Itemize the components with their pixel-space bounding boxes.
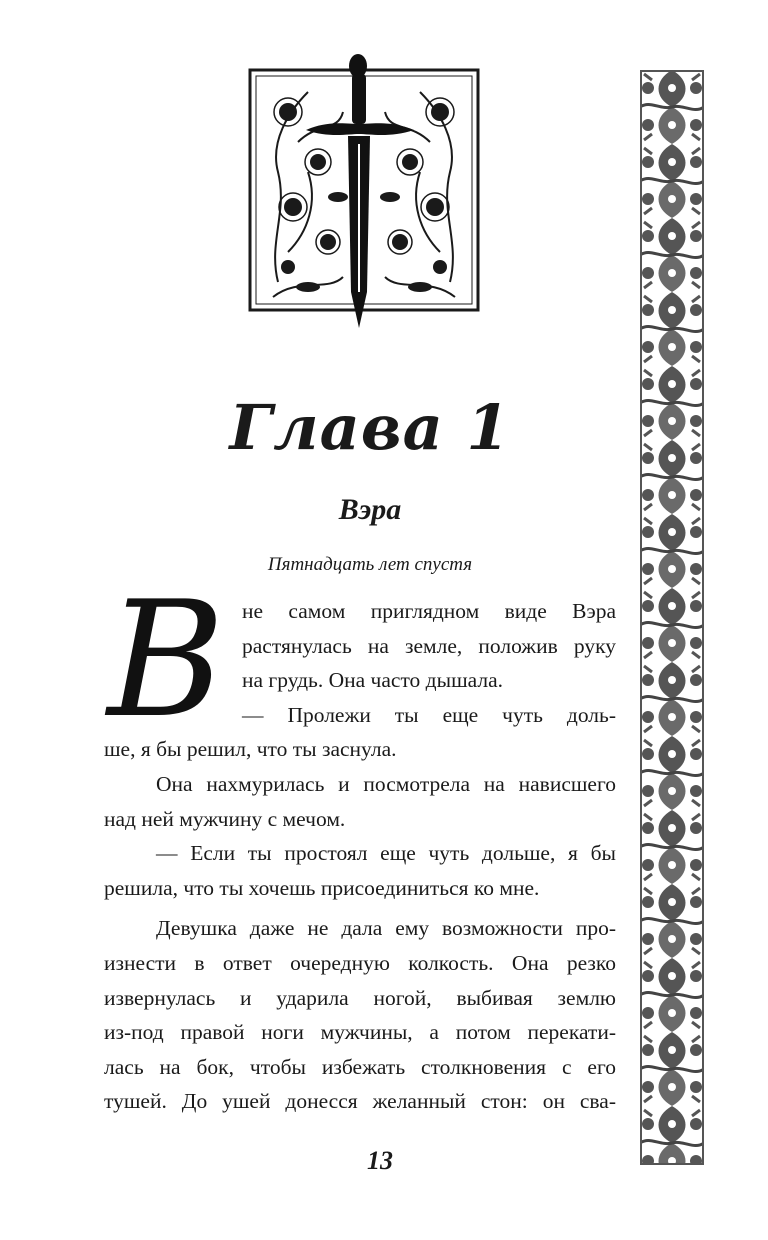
chapter-subtitle: Вэра [338, 493, 402, 526]
text-line: извернулась и ударила ногой, выбивая землю [104, 985, 616, 1010]
text-line: изнести в ответ очередную колкость. Она резко [104, 950, 616, 975]
text-line: лась на бок, чтобы избежать столкновения с его [104, 1054, 616, 1079]
text-line: — Пролежи ты еще чуть доль- [242, 702, 616, 727]
page-number: 13 [367, 1146, 393, 1175]
body-text [104, 566, 616, 1119]
chapter-title: Глава 1 [229, 391, 511, 464]
dagger-ornament-icon [248, 52, 480, 330]
text-line: Девушка даже не дала ему возможности про- [156, 916, 616, 941]
text-line: решила, что ты хочешь присоединиться ко мне. [104, 875, 540, 900]
text-line: на грудь. Она часто дышала. [242, 668, 504, 693]
text-line: тушей. До ушей донесся желанный стон: он сва- [104, 1089, 616, 1114]
text-line: ше, я бы решил, что ты заснула. [104, 737, 397, 762]
text-line: над ней мужчину с мечом. [104, 806, 346, 831]
text-line: — Если ты простоял еще чуть дольше, я бы [156, 841, 616, 866]
text-line: из-под правой ноги мужчины, а потом перекати- [104, 1020, 616, 1045]
text-line: растянулась на земле, положив руку [242, 633, 616, 658]
text-line: не самом приглядном виде Вэра [242, 599, 616, 623]
floral-border-icon [640, 70, 704, 1165]
text-line: Она нахмурилась и посмотрела на нависшего [156, 771, 616, 796]
drop-cap: В [107, 566, 225, 753]
chapter-epigraph: Пятнадцать лет спустя [267, 554, 473, 575]
